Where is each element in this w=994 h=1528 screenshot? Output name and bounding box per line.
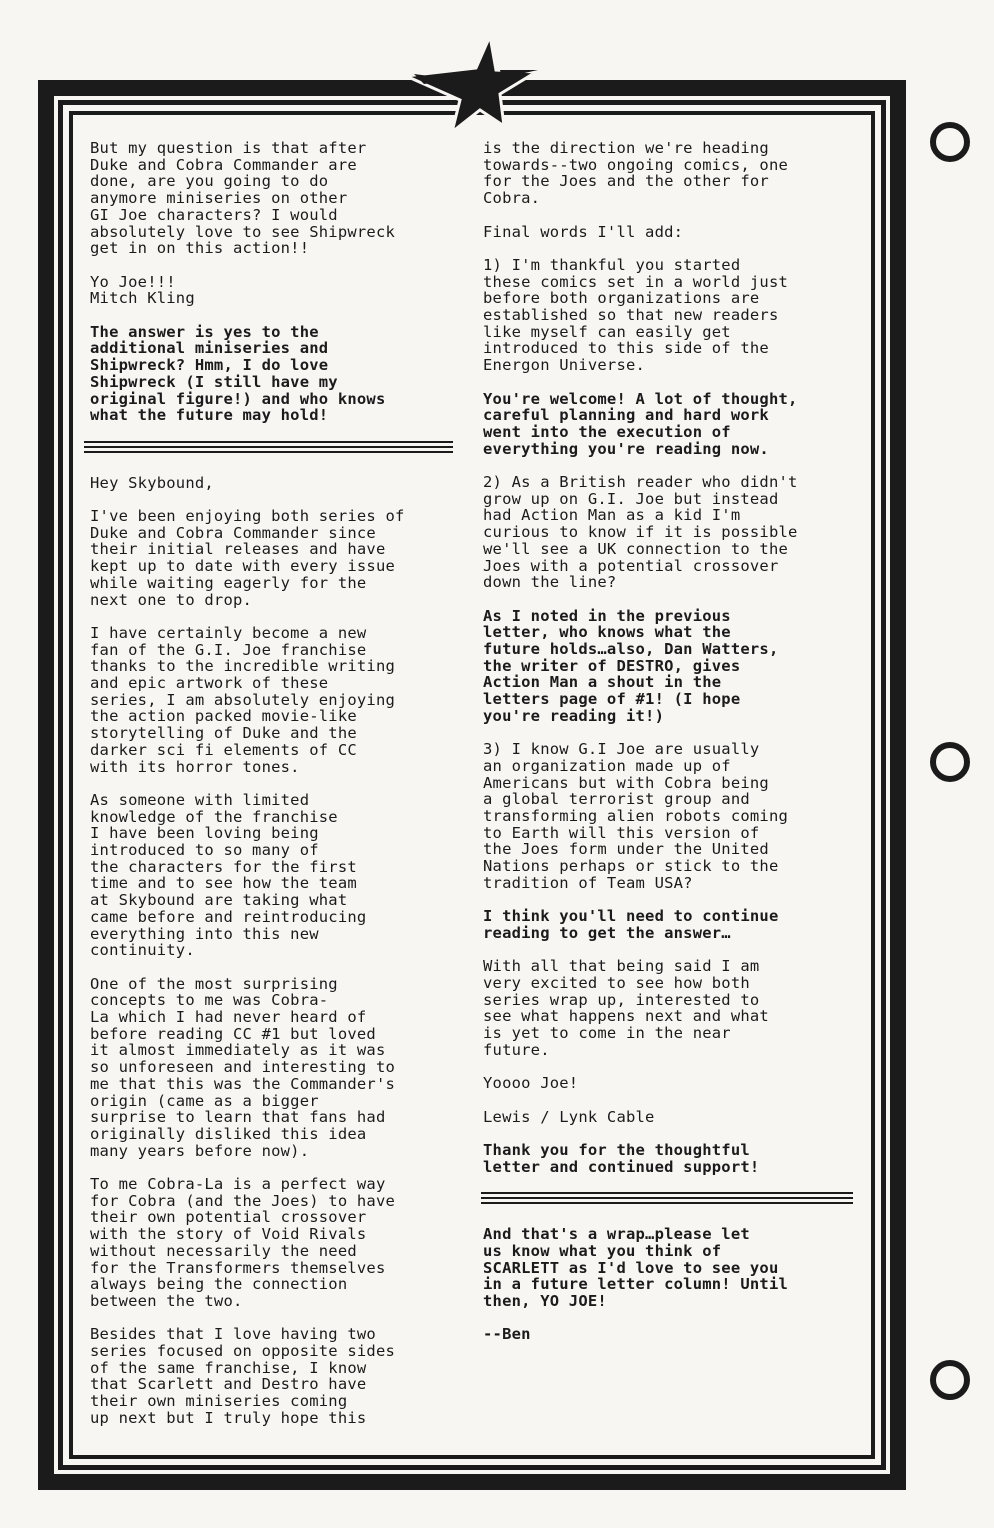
letter-paragraph: 2) As a British reader who didn't grow up on G.I. Joe but instead had Action Man as a kid I'm curious to know if it is possible we'll see a UK connection to the Joes with a potential crossover down the line?: [483, 473, 798, 592]
star-icon: [404, 34, 540, 134]
letter-paragraph: Besides that I love having two series focused on opposite sides of the same franchise, I know that Scarlett and Destro have their own miniseries coming up next but I truly hope this: [90, 1325, 396, 1427]
letter-paragraph: Final words I'll add:: [483, 222, 684, 241]
closing-note: And that's a wrap…please let us know what you think of SCARLETT as I'd love to see you in a future letter column! Until then, YO JOE!: [483, 1225, 789, 1310]
letter-paragraph: I have certainly become a new fan of the G.I. Joe franchise thanks to the incredible writing and epic artwork of these series, I am absolutely enjoying the action packed movie-like storytelling of Duke and the darker sci fi elements of CC with its horror tones.: [90, 623, 396, 776]
letter-paragraph: 3) I know G.I Joe are usually an organization made up of Americans but with Cobra being a global terrorist group and transforming alien robots coming to Earth will this version of the Joes form under the United Nations perhaps or stick to the tradition of Team USA?: [483, 740, 789, 892]
letter-greeting: Hey Skybound,: [90, 473, 214, 492]
letter-signoff: Yo Joe!!! Mitch Kling: [90, 272, 195, 308]
section-divider: [84, 441, 453, 453]
punch-hole-icon: [930, 122, 970, 162]
editor-response: The answer is yes to the additional miniseries and Shipwreck? Hmm, I do love Shipwreck (I still have my original figure!) and who knows what the future may hold!: [90, 322, 386, 425]
letter-paragraph: But my question is that after Duke and Cobra Commander are done, are you going to do anymore miniseries on other GI Joe characters? I would absolutely love to see Shipwreck get in on this action!!: [90, 139, 396, 258]
letter-paragraph: One of the most surprising concepts to me was Cobra- La which I had never heard of before reading CC #1 but loved it almost immediately as it was so unforeseen and interesting to me that this was the Commander's origin (came as a bigger surprise to learn that fans had originally disliked this idea many years before now).: [90, 974, 396, 1160]
left-column: [90, 140, 465, 1443]
letter-paragraph: I've been enjoying both series of Duke and Cobra Commander since their initial releases and have kept up to date with every issue while waiting eagerly for the next one to drop.: [90, 507, 405, 609]
editor-response: As I noted in the previous letter, who knows what the future holds…also, Dan Watters, the writer of DESTRO, gives Action Man a shout in the letters page of #1! (I hope you're reading it!): [483, 606, 779, 725]
letter-paragraph: As someone with limited knowledge of the franchise I have been loving being introduced to so many of the characters for the first time and to see how the team at Skybound are taking what came before and reintroducing everything into this new continuity.: [90, 790, 367, 960]
punch-hole-icon: [930, 1360, 970, 1400]
right-column: [483, 140, 853, 1360]
letter-paragraph: is the direction we're heading towards--two ongoing comics, one for the Joes and the other for Cobra.: [483, 139, 789, 208]
editor-response: Thank you for the thoughtful letter and continued support!: [483, 1141, 760, 1176]
letter-author: Lewis / Lynk Cable: [483, 1107, 655, 1126]
punch-hole-icon: [930, 742, 970, 782]
section-divider: [481, 1192, 853, 1204]
letter-paragraph: With all that being said I am very excited to see how both series wrap up, interested to see what happens next and what is yet to come in the near future.: [483, 957, 769, 1059]
letter-paragraph: To me Cobra-La is a perfect way for Cobra (and the Joes) to have their own potential crossover with the story of Void Rivals without necessarily the need for the Transformers themselves always being the connection between the two.: [90, 1175, 396, 1310]
editor-response: I think you'll need to continue reading to get the answer…: [483, 907, 779, 942]
letter-signoff: Yoooo Joe!: [483, 1074, 579, 1093]
letter-paragraph: 1) I'm thankful you started these comics set in a world just before both organizations are established so that new readers like myself can easily get introduced to this side of the Energon Universe.: [483, 255, 789, 375]
editor-signature: --Ben: [483, 1325, 531, 1344]
editor-response: You're welcome! A lot of thought, careful planning and hard work went into the execution of everything you're reading now.: [483, 389, 798, 458]
